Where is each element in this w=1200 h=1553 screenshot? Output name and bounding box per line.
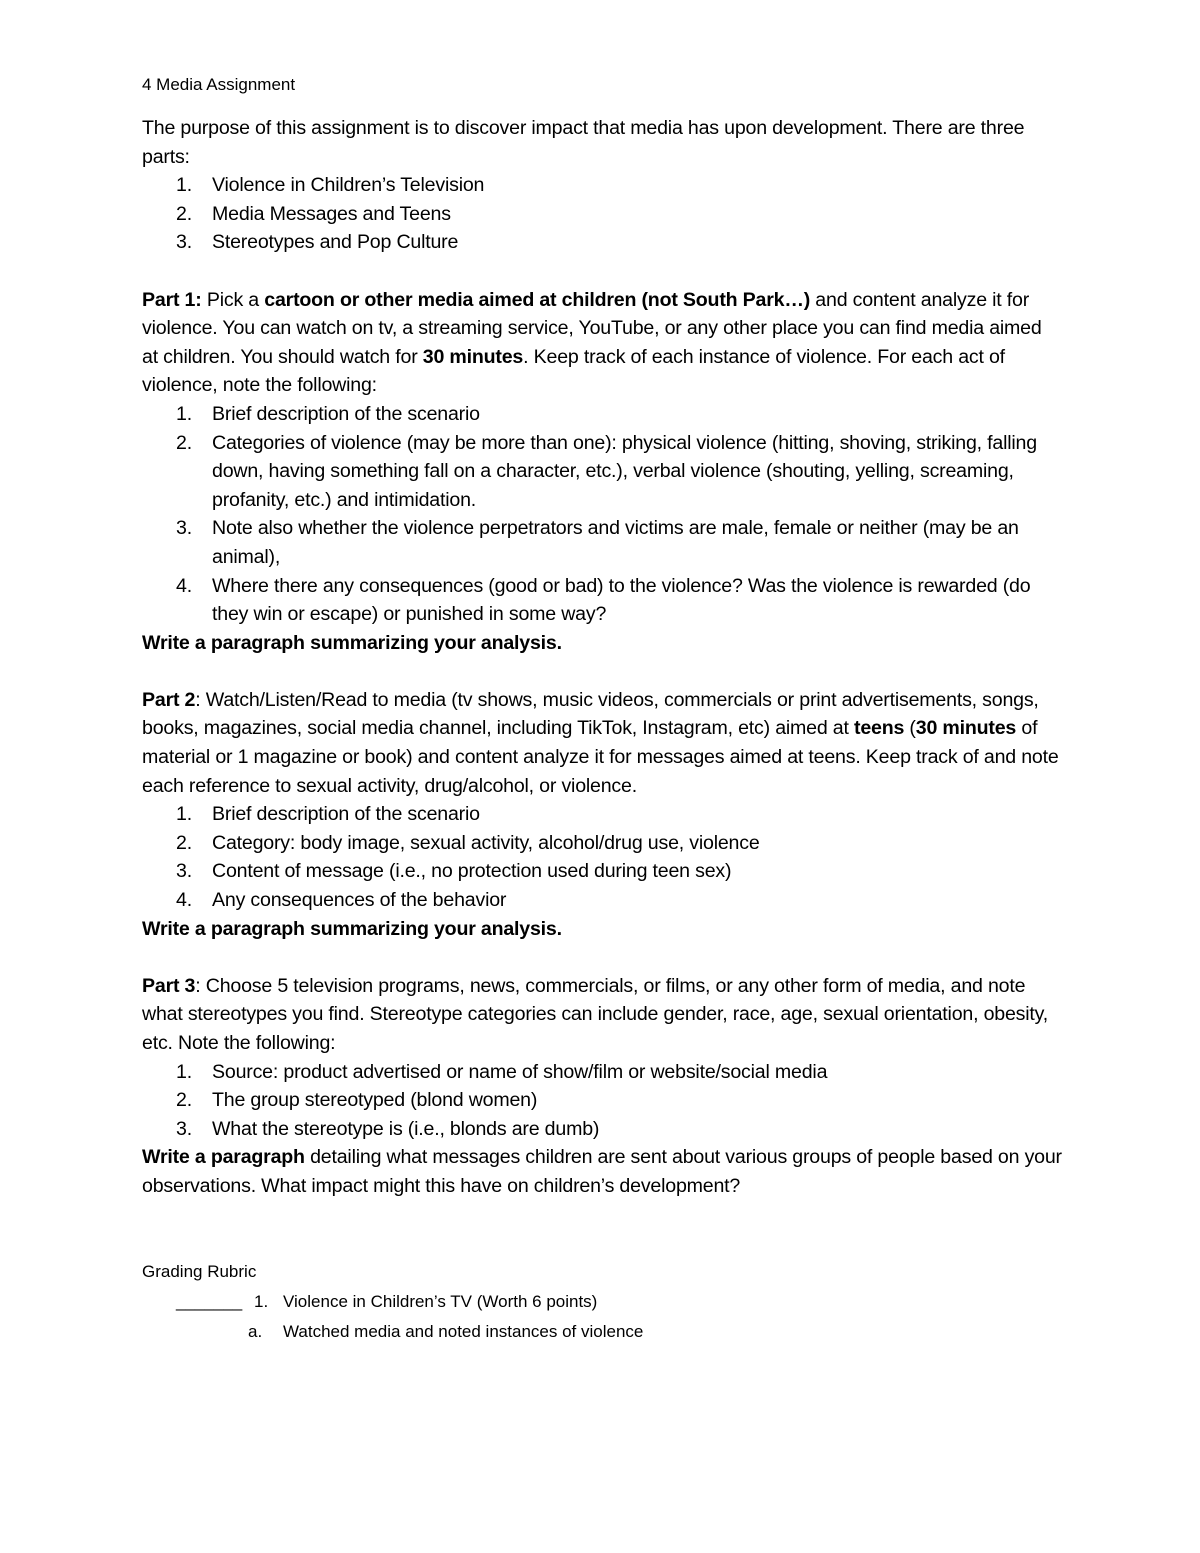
part1-summary: Write a paragraph summarizing your analysis. bbox=[142, 631, 562, 654]
document-body bbox=[142, 114, 1062, 1201]
list-item: 4. Any consequences of the behavior bbox=[176, 889, 507, 912]
rubric-title: Grading Rubric bbox=[142, 1261, 257, 1281]
document-page bbox=[142, 72, 1062, 1347]
list-item: 2. The group stereotyped (blond women) bbox=[176, 1089, 538, 1112]
rubric-subitem-label: Watched media and noted instances of violence bbox=[283, 1321, 644, 1341]
rubric-item-label: Violence in Children’s TV (Worth 6 points) bbox=[283, 1291, 598, 1311]
intro-list bbox=[142, 171, 1062, 257]
part3-summary: Write a paragraph detailing what messages children are sent about various groups of people based on your observations. What impact might this have on children’s development? bbox=[142, 1146, 1062, 1197]
list-item: 3. Note also whether the violence perpetrators and victims are male, female or neither (may be an animal), bbox=[176, 517, 1019, 568]
list-item: 2. Category: body image, sexual activity, alcohol/drug use, violence bbox=[176, 831, 760, 854]
list-item: 3. What the stereotype is (i.e., blonds are dumb) bbox=[176, 1117, 600, 1140]
intro-paragraph: The purpose of this assignment is to discover impact that media has upon development. There are three parts: bbox=[142, 117, 1025, 168]
part2-summary: Write a paragraph summarizing your analysis. bbox=[142, 917, 562, 940]
score-blank: _______ bbox=[176, 1291, 243, 1311]
rubric-subitem bbox=[142, 1317, 1062, 1347]
part3-list bbox=[142, 1058, 1062, 1144]
list-item: 3. Content of message (i.e., no protection used during teen sex) bbox=[176, 860, 732, 883]
part2-list bbox=[142, 800, 1062, 914]
rubric-item bbox=[142, 1287, 1062, 1317]
list-item: 2. Media Messages and Teens bbox=[176, 202, 451, 225]
document-header: 4 Media Assignment bbox=[142, 75, 296, 94]
part1-paragraph: Part 1: Pick a cartoon or other media aimed at children (not South Park…) and content analyze it for violence. You can watch on tv, a streaming service, YouTube, or any other place you can find media aimed at children. You should watch for 30 minutes. Keep track of each instance of violence. For each act of violence, note the following: bbox=[142, 288, 1042, 397]
part3-paragraph: Part 3: Choose 5 television programs, news, commercials, or films, or any other form of media, and note what stereotypes you find. Stereotype categories can include gender, race, age, sexual orientation, obesity, etc. Note the following: bbox=[142, 974, 1049, 1054]
list-item: 1. Violence in Children’s Television bbox=[176, 174, 485, 197]
list-item: 1. Source: product advertised or name of show/film or website/social media bbox=[176, 1060, 828, 1083]
rubric-item-number: 1. bbox=[254, 1291, 269, 1311]
list-item: 4. Where there any consequences (good or bad) to the violence? Was the violence is rewarded (do they win or escape) or punished in some way? bbox=[176, 574, 1031, 626]
list-item: 3. Stereotypes and Pop Culture bbox=[176, 231, 459, 254]
list-item: 1. Brief description of the scenario bbox=[176, 803, 480, 826]
rubric-subitem-letter: a. bbox=[248, 1321, 263, 1341]
list-item: 1. Brief description of the scenario bbox=[176, 402, 480, 425]
part2-paragraph: Part 2: Watch/Listen/Read to media (tv shows, music videos, commercials or print advertisements, songs, books, magazines, social media channel, including TikTok, Instagram, etc) aimed at teens (30 minutes of material or 1 magazine or book) and content analyze it for messages aimed at teens. Keep track of and note each reference to sexual activity, drug/alcohol, or violence. bbox=[142, 688, 1059, 797]
list-item: 2. Categories of violence (may be more than one): physical violence (hitting, shoving, striking, falling down, having something fall on a character, etc.), verbal violence (shouting, yelling, screaming, profanity, etc.) and intimidation. bbox=[176, 431, 1037, 511]
grading-rubric bbox=[142, 1257, 1062, 1347]
part1-list bbox=[142, 400, 1062, 629]
